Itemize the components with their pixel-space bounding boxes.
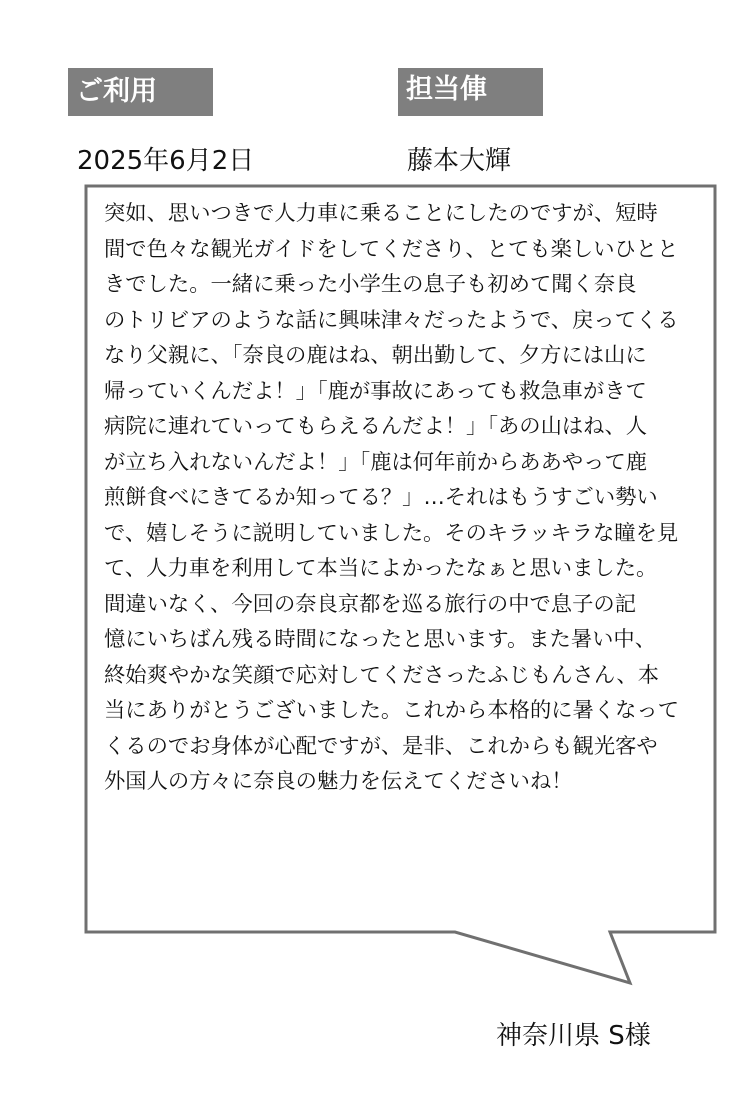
comment-line: 煎餅食べにきてるか知ってる？」…それはもうすごい勢い <box>104 485 658 510</box>
comment-line: きでした。一緒に乗った小学生の息子も初めて聞く奈良 <box>104 272 637 297</box>
comment-line: て、人力車を利用して本当によかったなぁと思いました。 <box>104 556 658 581</box>
comment-line: 病院に連れていってもらえるんだよ！」「あの山はね、人 <box>104 414 648 439</box>
comment-line: なり父親に、「奈良の鹿はね、朝出勤して、夕方には山に <box>104 343 647 368</box>
comment-line: が立ち入れないんだよ！」「鹿は何年前からああやって鹿 <box>104 449 648 475</box>
comment-line: 帰っていくんだよ！」「鹿が事故にあっても救急車がきて <box>104 378 647 404</box>
comment-body <box>104 196 712 800</box>
comment-line: 終始爽やかな笑顔で応対してくださったふじもんさん、本 <box>104 662 659 688</box>
staff-name: 藤本大輝 <box>407 146 512 176</box>
comment-line: 外国人の方々に奈良の魅力を伝えてくださいね！ <box>104 769 573 794</box>
staff-label: 担当俥 <box>398 68 543 116</box>
comment-line: 間で色々な観光ガイドをしてくださり、とても楽しいひとと <box>104 236 679 262</box>
comment-line: のトリビアのような話に興味津々だったようで、戻ってくる <box>104 307 679 333</box>
comment-line: で、嬉しそうに説明していました。そのキラッキラな瞳を見 <box>104 520 679 546</box>
comment-line: 当にありがとうございました。これから本格的に暑くなって <box>104 698 680 723</box>
usage-date: 2025年6月2日 <box>77 146 255 176</box>
comment-line: 間違いなく、今回の奈良京都を巡る旅行の中で息子の記 <box>104 591 636 617</box>
usage-date-label: ご利用 <box>68 68 213 116</box>
comment-line: 突如、思いつきで人力車に乗ることにしたのですが、短時 <box>104 201 658 226</box>
comment-line: くるのでお身体が心配ですが、是非、これからも観光客や <box>104 733 658 759</box>
customer-name: 神奈川県 S様 <box>496 1021 651 1051</box>
comment-line: 憶にいちばん残る時間になったと思います。また暑い中、 <box>104 627 657 652</box>
